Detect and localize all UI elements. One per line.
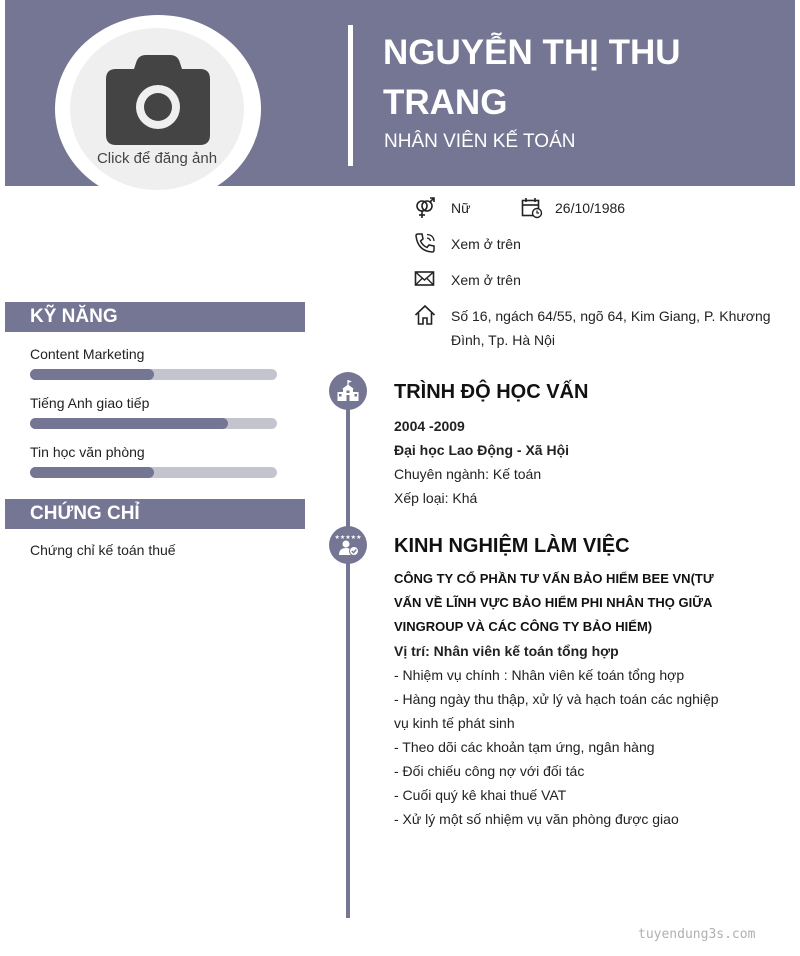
timeline-line [346,383,350,918]
school-icon [336,379,360,403]
skill-name: Content Marketing [30,346,145,362]
company-name: CÔNG TY CỔ PHẦN TƯ VẤN BẢO HIỂM BEE VN(TƯ VẤN VỀ LĨNH VỰC BẢO HIỂM PHI NHÂN THỌ GIỮA VINGROUP VÀ CÁC CÔNG TY BẢO HIỂM) [394,571,714,634]
education-title: TRÌNH ĐỘ HỌC VẤN [394,381,589,403]
camera-icon[interactable] [106,55,210,145]
skills-title: KỸ NĂNG [30,306,118,327]
skill-level-bar [30,369,154,380]
education-years: 2004 -2009 [394,418,465,434]
experience-title: KINH NGHIỆM LÀM VIỆC [394,535,630,557]
candidate-name: NGUYỄN THỊ THU TRANG [383,33,681,122]
education-badge [329,372,367,410]
home-icon [414,304,436,326]
employee-badge-icon [336,533,360,557]
mail-icon [414,270,436,288]
phone-icon [414,232,436,254]
skill-track [30,467,277,478]
phone-value: Xem ở trên [451,236,521,252]
skill-name: Tiếng Anh giao tiếp [30,395,150,411]
skill-level-bar [30,418,228,429]
skill-level-bar [30,467,154,478]
education-school: Đại học Lao Động - Xã Hội [394,442,570,458]
duty-item: - Đối chiếu công nợ với đối tác [394,763,585,779]
duty-item: - Cuối quý kê khai thuế VAT [394,787,567,803]
watermark: tuyendung3s.com [638,927,756,942]
job-title: NHÂN VIÊN KẾ TOÁN [384,131,576,152]
gender-value: Nữ [451,200,471,216]
upload-photo-label[interactable]: Click để đăng ảnh [96,150,218,167]
duty-item: - Theo dõi các khoản tạm ứng, ngân hàng [394,739,655,755]
email-value: Xem ở trên [451,272,521,288]
address-value: Số 16, ngách 64/55, ngõ 64, Kim Giang, P. Khương Đình, Tp. Hà Nội [451,308,771,348]
skill-name: Tin học văn phòng [30,444,145,460]
certificate-item: Chứng chỉ kế toán thuế [30,542,176,558]
gender-icon [414,197,436,219]
duty-item: - Xử lý một số nhiệm vụ văn phòng được giao [394,811,679,827]
education-rank: Xếp loại: Khá [394,490,478,506]
svg-text:★★★★★: ★★★★★ [334,534,362,541]
experience-badge [329,526,367,564]
header-divider [348,25,353,166]
certificates-title: CHỨNG CHỈ [30,503,140,524]
calendar-icon [521,197,543,219]
duty-item: - Nhiệm vụ chính : Nhân viên kế toán tổng hợp [394,667,685,683]
skill-track [30,418,277,429]
skill-track [30,369,277,380]
job-position: Vị trí: Nhân viên kế toán tổng hợp [394,643,619,659]
duty-item: - Hàng ngày thu thập, xử lý và hạch toán các nghiệp vụ kinh tế phát sinh [394,691,719,731]
education-major: Chuyên ngành: Kế toán [394,466,542,482]
birthday-value: 26/10/1986 [555,200,626,216]
